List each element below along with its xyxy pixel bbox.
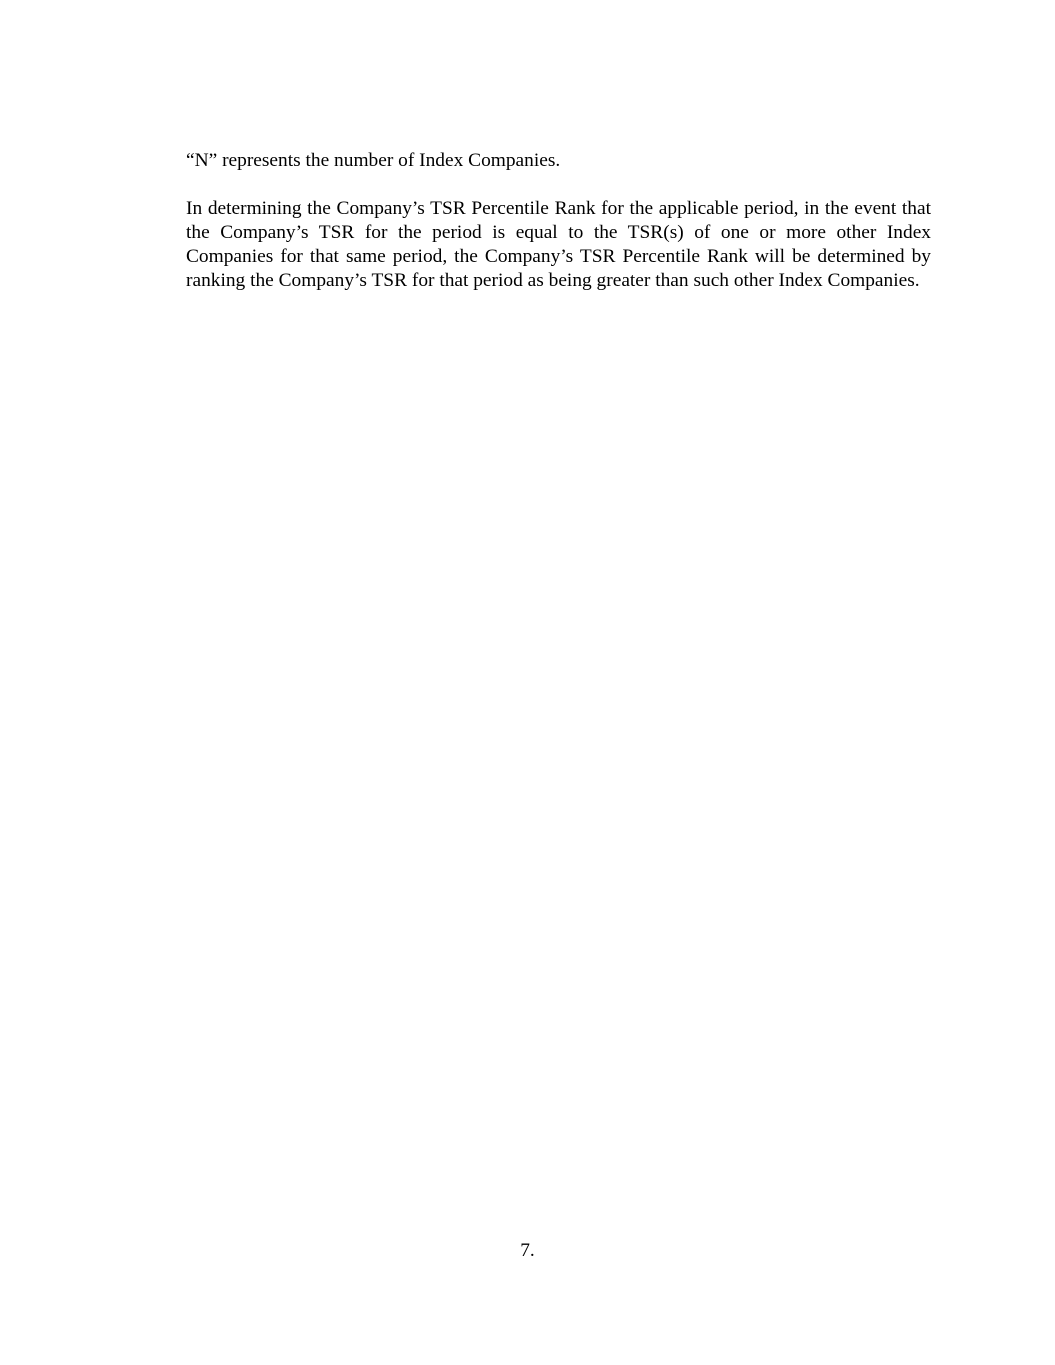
page-number: 7.	[520, 1240, 535, 1261]
definition-paragraph: “N” represents the number of Index Companies.	[186, 150, 561, 171]
tsr-ranking-paragraph: In determining the Company’s TSR Percentile Rank for the applicable period, in the event that the Company’s TSR for the period is equal to the TSR(s) of one or more other Index Companies for that same period, the Company’s TSR Percentile Rank will be determined by ranking the Company’s TSR for that period as being greater than such other Index Companies.	[186, 198, 931, 291]
